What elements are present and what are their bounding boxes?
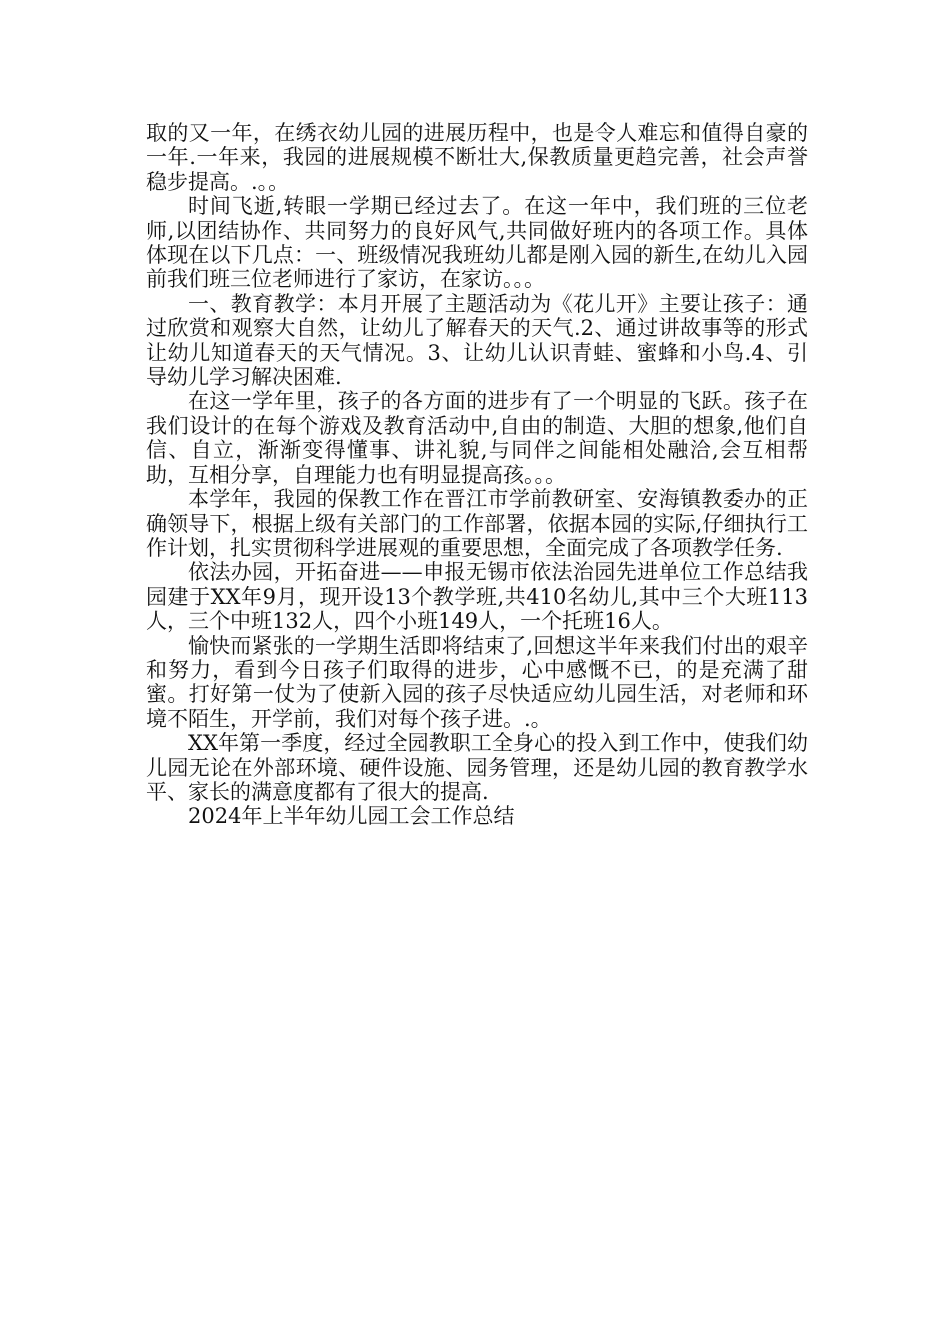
- paragraph: 一、教育教学：本月开展了主题活动为《花儿开》主要让孩子：通过欣赏和观察大自然，让幼儿了解春天的天气.2、通过讲故事等的形式让幼儿知道春天的天气情况。3、让幼儿认识青蛙、蜜蜂和小鸟.4、引导幼儿学习解决困难.: [146, 291, 808, 390]
- paragraph: 在这一学年里，孩子的各方面的进步有了一个明显的飞跃。孩子在我们设计的在每个游戏及教育活动中,自由的制造、大胆的想象,他们自信、自立，渐渐变得懂事、讲礼貌,与同伴之间能相处融洽,会互相帮助，互相分享，自理能力也有明显提高孩。。。: [146, 389, 808, 487]
- document-body: [146, 121, 808, 829]
- paragraph: 本学年，我园的保教工作在晋江市学前教研室、安海镇教委办的正确领导下，根据上级有关部门的工作部署，依据本园的实际,仔细执行工作计划，扎实贯彻科学进展观的重要思想，全面完成了各项教学任务.: [146, 487, 808, 560]
- paragraph: 2024年上半年幼儿园工会工作总结: [188, 804, 515, 829]
- paragraph: 取的又一年，在绣衣幼儿园的进展历程中，也是令人难忘和值得自豪的一年.一年来，我园的进展规模不断壮大,保教质量更趋完善，社会声誉稳步提高。.。。: [146, 121, 808, 194]
- paragraph: XX年第一季度，经过全园教职工全身心的投入到工作中，使我们幼儿园无论在外部环境、硬件设施、园务管理，还是幼儿园的教育教学水平、家长的满意度都有了很大的提高.: [146, 731, 808, 804]
- paragraph: 愉快而紧张的一学期生活即将结束了,回想这半年来我们付出的艰辛和努力，看到今日孩子们取得的进步，心中感慨不已，的是充满了甜蜜。打好第一仗为了使新入园的孩子尽快适应幼儿园生活，对老师和环境不陌生，开学前，我们对每个孩子进。.。: [146, 633, 808, 731]
- paragraph: 依法办园，开拓奋进——申报无锡市依法治园先进单位工作总结我园建于XX年9月，现开设13个教学班,共410名幼儿,其中三个大班113人，三个中班132人，四个小班149人，一个托班16人。: [146, 560, 808, 634]
- paragraph: 时间飞逝,转眼一学期已经过去了。在这一年中，我们班的三位老师,以团结协作、共同努力的良好风气,共同做好班内的各项工作。具体体现在以下几点：一、班级情况我班幼儿都是刚入园的新生,在幼儿入园前我们班三位老师进行了家访，在家访。。。: [146, 194, 808, 292]
